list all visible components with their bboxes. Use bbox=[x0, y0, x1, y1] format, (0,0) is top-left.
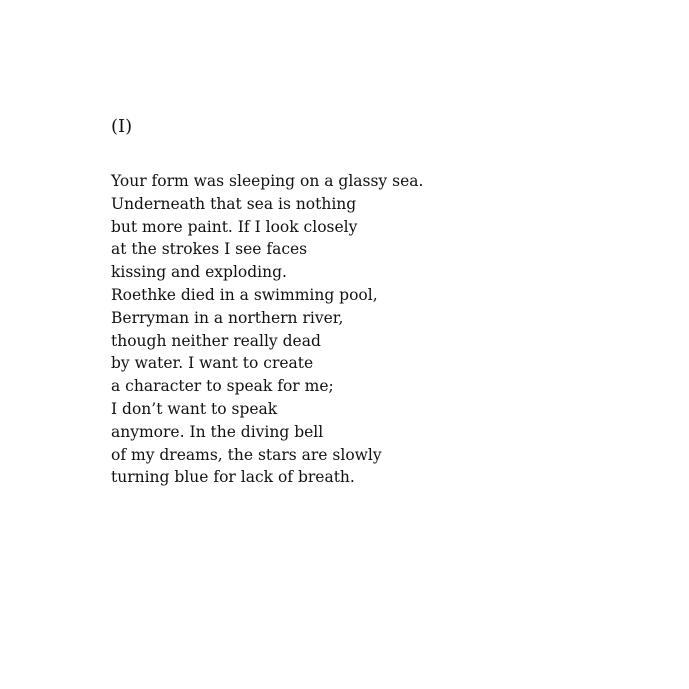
poem-line: though neither really dead bbox=[111, 331, 321, 350]
poem-line: turning blue for lack of breath. bbox=[111, 468, 355, 487]
poem-line: Underneath that sea is nothing bbox=[111, 194, 357, 213]
poem-line: a character to speak for me; bbox=[111, 377, 334, 396]
poem-line: Your form was sleeping on a glassy sea. bbox=[111, 172, 424, 190]
poem-line: anymore. In the diving bell bbox=[111, 422, 324, 441]
poem-line: by water. I want to create bbox=[111, 354, 314, 373]
poem-line: I don’t want to speak bbox=[111, 399, 278, 418]
poem-line: Roethke died in a swimming pool, bbox=[111, 285, 378, 304]
stanza bbox=[111, 170, 423, 489]
poem-line: Berryman in a northern river, bbox=[111, 308, 344, 327]
section-title: (I) bbox=[111, 116, 133, 137]
poem-line: at the strokes I see faces bbox=[111, 240, 308, 259]
poem-line: but more paint. If I look closely bbox=[111, 217, 358, 236]
poem-line: kissing and exploding. bbox=[111, 263, 287, 282]
poem-line: of my dreams, the stars are slowly bbox=[111, 445, 382, 464]
poem bbox=[111, 115, 423, 489]
